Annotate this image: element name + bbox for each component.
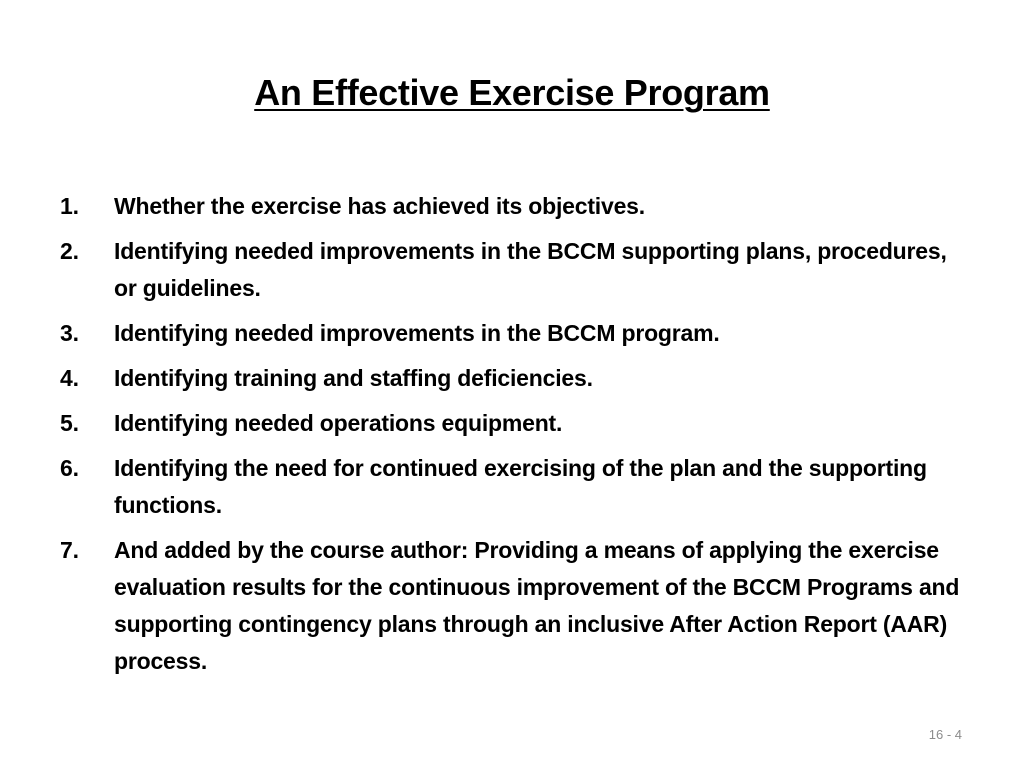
list-item: [60, 315, 970, 352]
list-item-number: 7.: [60, 537, 79, 563]
list-item-number: 6.: [60, 455, 79, 481]
list-item: [60, 532, 970, 680]
list-item: [60, 233, 970, 307]
list-item-text: Identifying needed improvements in the BCCM supporting plans, procedures, or guidelines.: [114, 238, 947, 301]
list-item-text: Whether the exercise has achieved its objectives.: [114, 193, 645, 219]
list-item-text: Identifying needed improvements in the BCCM program.: [114, 320, 720, 346]
list-item-number: 4.: [60, 365, 79, 391]
list-item: [60, 360, 970, 397]
list-item-text: Identifying needed operations equipment.: [114, 410, 563, 436]
numbered-list: [60, 188, 970, 688]
list-item: [60, 188, 970, 225]
list-item-number: 2.: [60, 238, 79, 264]
slide-title: An Effective Exercise Program: [254, 72, 770, 113]
list-item-number: 3.: [60, 320, 79, 346]
list-item: [60, 405, 970, 442]
list-item-text: And added by the course author: Providing a means of applying the exercise evaluation results for the continuous improvement of the BCCM Programs and supporting contingency plans through an inclusive After Action Report (AAR) process.: [114, 537, 960, 674]
slide-page-number: 16 - 4: [928, 727, 962, 742]
list-item-text: Identifying training and staffing deficiencies.: [114, 365, 593, 391]
list-item-number: 5.: [60, 410, 79, 436]
list-item: [60, 450, 970, 524]
list-item-number: 1.: [60, 193, 79, 219]
list-item-text: Identifying the need for continued exercising of the plan and the supporting functions.: [114, 455, 927, 518]
